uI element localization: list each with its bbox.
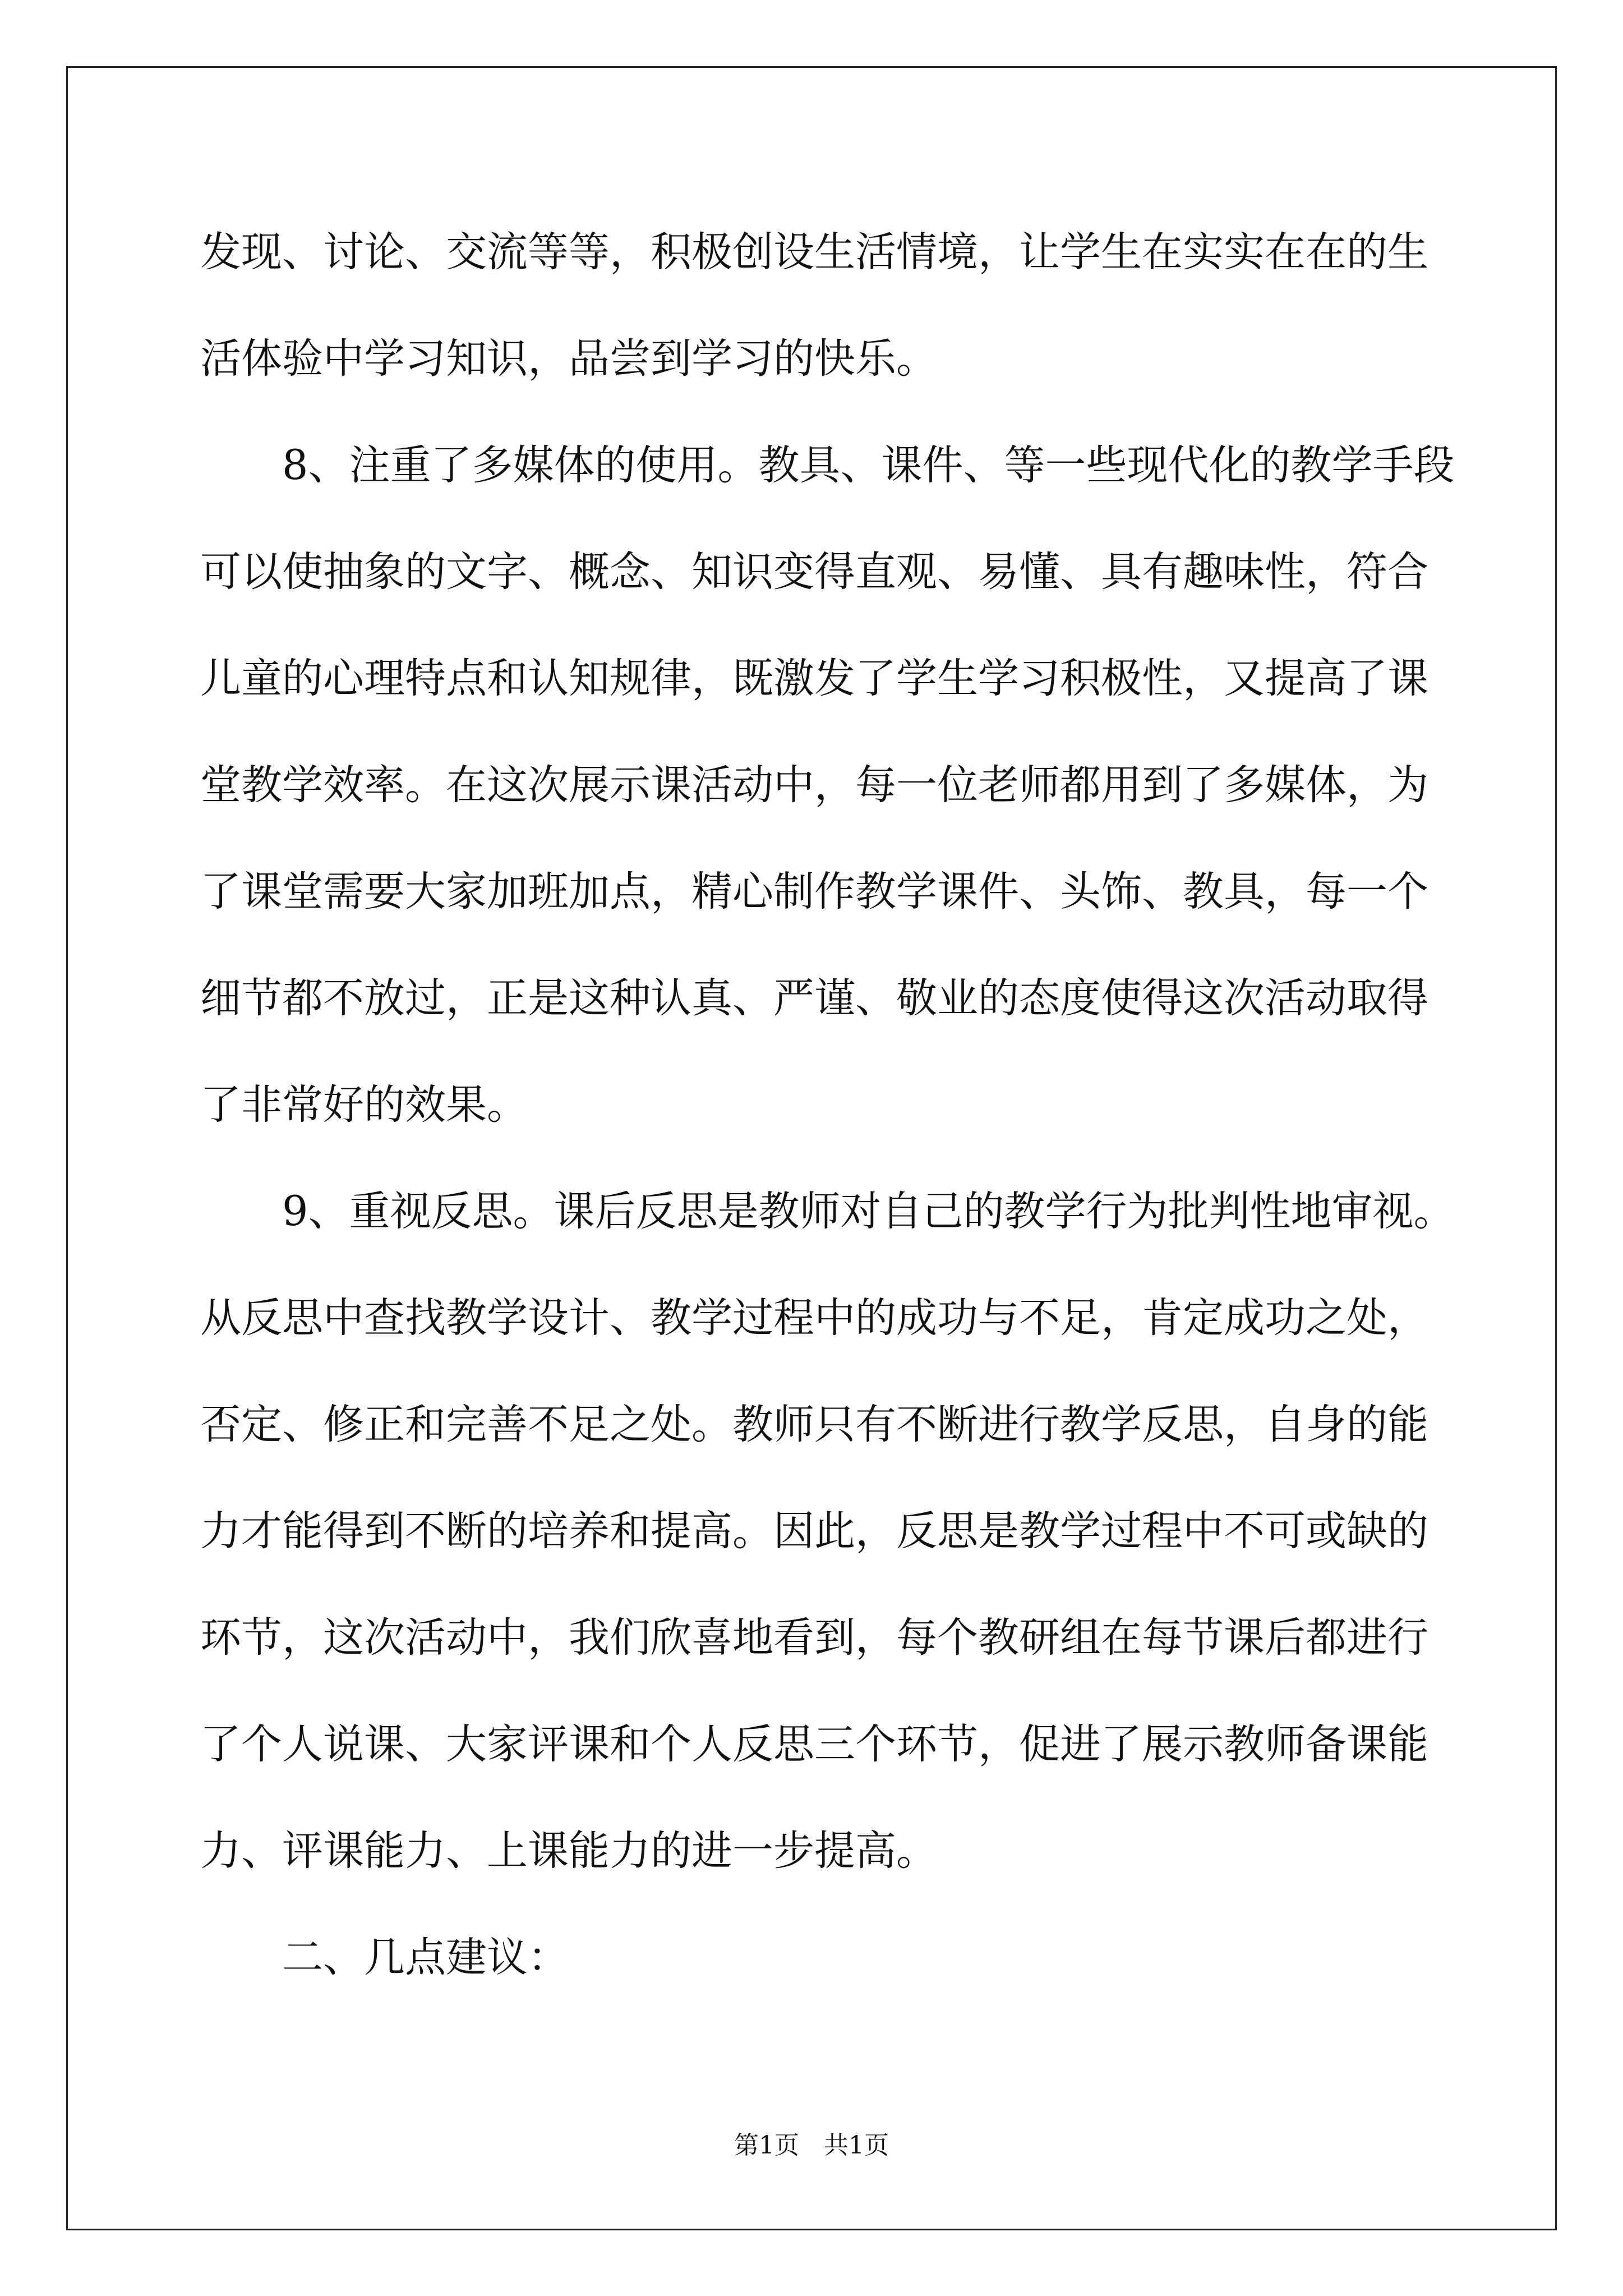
text-line: 否定、修正和完善不足之处。教师只有不断进行教学反思，自身的能 xyxy=(200,1401,1428,1448)
text-line: 堂教学效率。在这次展示课活动中，每一位老师都用到了多媒体，为 xyxy=(200,761,1428,809)
text-line: 细节都不放过，正是这种认真、严谨、敬业的态度使得这次活动取得 xyxy=(200,974,1428,1022)
text-line: 环节，这次活动中，我们欣喜地看到，每个教研组在每节课后都进行 xyxy=(200,1614,1428,1662)
text-line: 发现、讨论、交流等等，积极创设生活情境，让学生在实实在在的生 xyxy=(200,228,1428,276)
text-line: 9、重视反思。课后反思是教师对自己的教学行为批判性地审视。 xyxy=(282,1188,1455,1235)
text-line: 8、注重了多媒体的使用。教具、课件、等一些现代化的教学手段 xyxy=(282,441,1455,489)
text-line: 可以使抽象的文字、概念、知识变得直观、易懂、具有趣味性，符合 xyxy=(200,548,1428,596)
text-line: 力才能得到不断的培养和提高。因此，反思是教学过程中不可或缺的 xyxy=(200,1507,1428,1555)
text-line: 儿童的心理特点和认知规律，既激发了学生学习积极性，又提高了课 xyxy=(200,655,1428,702)
text-line: 了非常好的效果。 xyxy=(200,1081,528,1129)
page-number: 第1页 共1页 xyxy=(734,2131,889,2160)
text-line: 了课堂需要大家加班加点，精心制作教学课件、头饰、教具，每一个 xyxy=(200,868,1428,915)
document-body xyxy=(200,219,1455,2031)
text-line: 活体验中学习知识，品尝到学习的快乐。 xyxy=(200,335,937,383)
section-heading: 二、几点建议： xyxy=(282,1934,569,1981)
text-line: 了个人说课、大家评课和个人反思三个环节，促进了展示教师备课能 xyxy=(200,1720,1428,1768)
text-line: 从反思中查找教学设计、教学过程中的成功与不足，肯定成功之处， xyxy=(200,1294,1428,1342)
text-line: 力、评课能力、上课能力的进一步提高。 xyxy=(200,1827,937,1875)
